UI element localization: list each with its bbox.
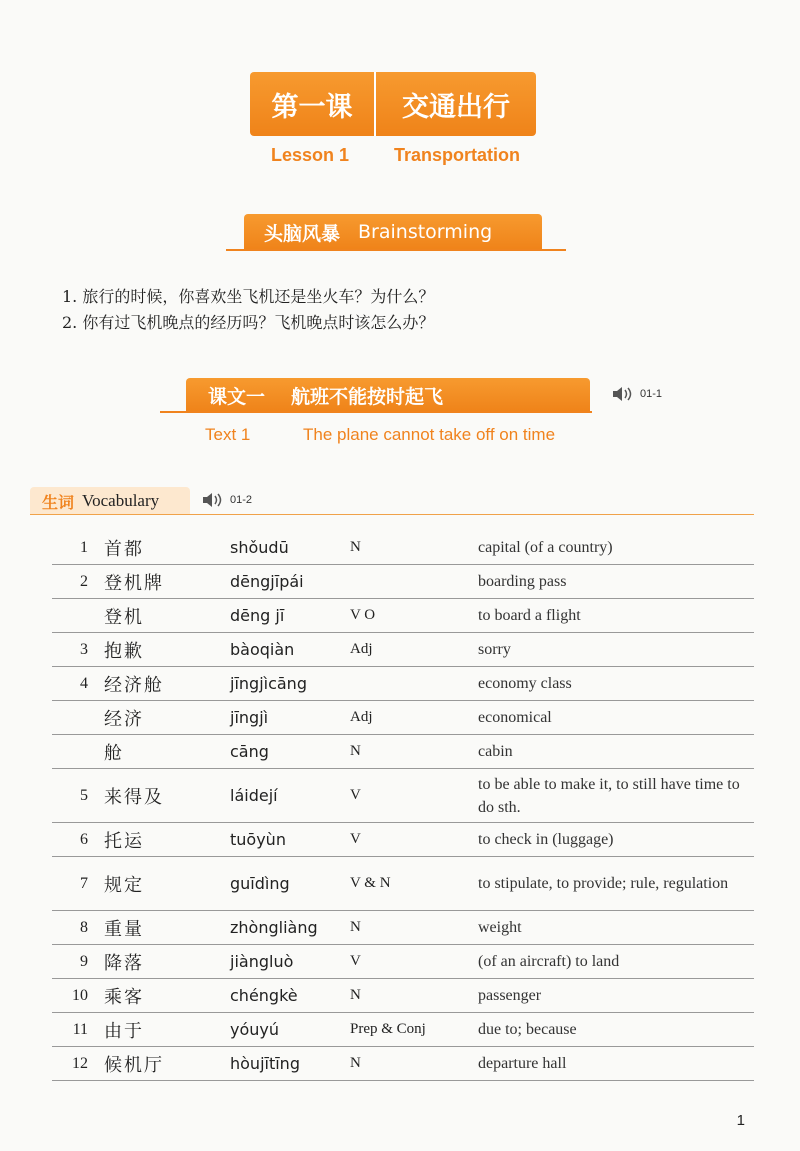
lesson-number-zh: 第一课 [271, 91, 353, 123]
vocab-hanzi: 降落 [104, 952, 144, 974]
vocab-hanzi: 重量 [104, 918, 144, 940]
vocabulary-title-zh: 生词 [42, 492, 75, 512]
text1-audio-code: 01-1 [640, 388, 663, 400]
vocab-pinyin: chéngkè [230, 986, 298, 1005]
vocab-definition: (of an aircraft) to land [478, 953, 620, 970]
text1-banner [186, 378, 590, 412]
table-row [52, 565, 754, 599]
vocab-part-of-speech: V [350, 831, 361, 847]
vocab-hanzi: 登机牌 [104, 572, 164, 594]
text1-audio[interactable] [612, 386, 662, 402]
table-row [52, 701, 754, 735]
vocab-hanzi: 登机 [104, 606, 144, 628]
vocab-pinyin: dēngjīpái [230, 572, 304, 591]
vocab-number: 11 [72, 1020, 88, 1038]
vocab-pinyin: jīngjìcāng [230, 674, 307, 693]
vocab-pinyin: hòujītīng [230, 1054, 300, 1073]
table-row [52, 1013, 754, 1047]
vocab-part-of-speech: V [350, 953, 361, 969]
vocabulary-audio-code: 01-2 [230, 494, 253, 506]
vocabulary-underline [30, 514, 754, 515]
lesson-title-en: Transportation [394, 145, 521, 165]
vocab-pinyin: bàoqiàn [230, 640, 295, 659]
table-row [52, 911, 754, 945]
text1-title-zh: 航班不能按时起飞 [291, 385, 444, 408]
vocab-number: 1 [80, 538, 88, 556]
vocab-number: 10 [72, 986, 88, 1004]
lesson-number-en: Lesson 1 [271, 145, 350, 165]
table-row [52, 769, 754, 823]
question-2: 2. 你有过飞机晚点的经历吗？飞机晚点时该怎么办？ [62, 313, 435, 332]
vocabulary-table [52, 531, 754, 1081]
vocab-hanzi: 托运 [104, 830, 144, 852]
vocab-hanzi: 首都 [104, 538, 144, 560]
vocab-definition: due to; because [478, 1021, 577, 1038]
table-row [52, 945, 754, 979]
page-number: 1 [736, 1112, 745, 1129]
vocab-number: 12 [72, 1054, 88, 1072]
brainstorm-banner [244, 214, 542, 250]
vocab-pinyin: cāng [230, 742, 269, 761]
vocab-definition: to check in (luggage) [478, 831, 614, 848]
vocab-definition: cabin [478, 743, 513, 760]
vocab-part-of-speech: N [350, 539, 361, 555]
vocab-number: 3 [80, 640, 88, 658]
vocab-pinyin: jīngjì [230, 708, 269, 727]
vocab-part-of-speech: V & N [350, 875, 391, 891]
vocab-hanzi: 候机厅 [104, 1054, 164, 1076]
vocab-pinyin: dēng jī [230, 606, 285, 625]
vocab-part-of-speech: Adj [350, 709, 373, 725]
brainstorm-title-zh: 头脑风暴 [264, 222, 341, 245]
vocab-hanzi: 舱 [104, 742, 124, 764]
table-row [52, 599, 754, 633]
vocab-definition: weight [478, 919, 522, 936]
vocab-number: 8 [80, 918, 88, 936]
vocab-part-of-speech: V [350, 787, 361, 803]
vocab-hanzi: 由于 [104, 1020, 144, 1042]
vocab-definition: passenger [478, 987, 542, 1004]
vocab-hanzi: 来得及 [104, 786, 164, 808]
vocab-part-of-speech: V O [350, 607, 376, 623]
table-row [52, 979, 754, 1013]
vocab-definition: boarding pass [478, 573, 567, 590]
vocab-pinyin: shǒudū [230, 538, 289, 557]
vocab-hanzi: 经济舱 [104, 674, 164, 696]
text1-underline [160, 411, 592, 413]
table-row [52, 823, 754, 857]
brainstorm-underline [226, 249, 566, 251]
vocab-part-of-speech: N [350, 919, 361, 935]
vocab-part-of-speech: N [350, 743, 361, 759]
vocab-definition: capital (of a country) [478, 539, 613, 556]
vocabulary-title-en: Vocabulary [82, 491, 160, 510]
vocab-part-of-speech: N [350, 987, 361, 1003]
speaker-icon [612, 386, 634, 402]
vocab-number: 7 [80, 874, 88, 892]
vocabulary-audio[interactable] [202, 492, 252, 508]
vocab-hanzi: 规定 [104, 874, 144, 896]
vocab-hanzi: 经济 [104, 708, 144, 730]
table-row [52, 857, 754, 911]
vocab-number: 9 [80, 952, 88, 970]
vocab-definition: to board a flight [478, 607, 581, 624]
vocab-pinyin: tuōyùn [230, 830, 286, 849]
vocab-pinyin: jiàngluò [230, 952, 294, 971]
vocab-number: 6 [80, 830, 88, 848]
table-row [52, 667, 754, 701]
vocab-definition: economical [478, 709, 552, 726]
lesson-title-box [250, 72, 536, 136]
table-row [52, 633, 754, 667]
vocab-definition: departure hall [478, 1055, 567, 1072]
vocab-pinyin: zhòngliàng [230, 918, 318, 937]
text1-title-en: The plane cannot take off on time [303, 425, 556, 444]
lesson-title-zh: 交通出行 [402, 91, 510, 123]
vocab-pinyin: yóuyú [230, 1020, 280, 1039]
vocab-definition: sorry [478, 641, 511, 658]
vocabulary-tab [30, 487, 190, 515]
table-row [52, 1047, 754, 1081]
question-1: 1. 旅行的时候，你喜欢坐飞机还是坐火车？为什么？ [62, 287, 435, 306]
table-row [52, 531, 754, 565]
brainstorm-title-en: Brainstorming [358, 221, 493, 243]
text1-number-zh: 课文一 [208, 385, 266, 408]
vocab-part-of-speech: Prep & Conj [350, 1021, 426, 1037]
table-row [52, 735, 754, 769]
vocab-pinyin: láidejí [230, 786, 278, 805]
vocab-number: 2 [80, 572, 88, 590]
vocab-pinyin: guīdìng [230, 874, 290, 893]
vocab-hanzi: 抱歉 [104, 640, 144, 662]
vocab-part-of-speech: N [350, 1055, 361, 1071]
text1-number-en: Text 1 [205, 425, 251, 444]
vocab-number: 5 [80, 786, 88, 804]
vocab-hanzi: 乘客 [104, 986, 144, 1008]
vocab-part-of-speech: Adj [350, 641, 373, 657]
vocab-definition: to be able to make it, to still have time to do sth. [478, 775, 740, 816]
speaker-icon [202, 492, 224, 508]
vocab-number: 4 [80, 674, 88, 692]
vocab-definition: to stipulate, to provide; rule, regulation [478, 875, 729, 892]
vocab-definition: economy class [478, 675, 572, 692]
